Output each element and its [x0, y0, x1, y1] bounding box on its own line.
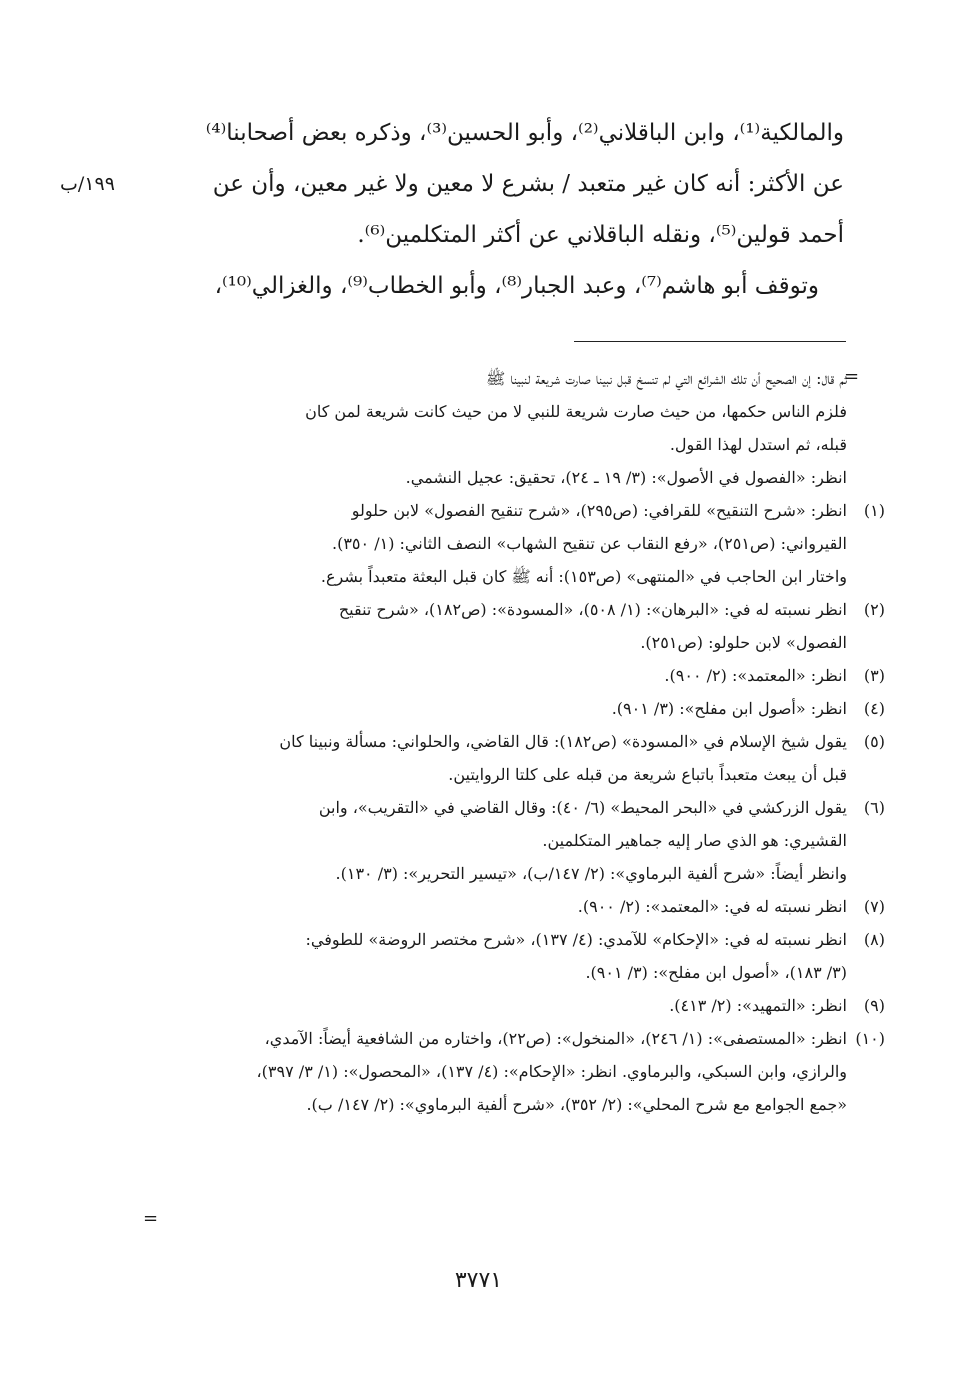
footnote-number: (٢)	[863, 600, 885, 619]
footnote-line: وانظر أيضاً: «شرح ألفية البرماوي»: (٢/ ١٤٧/ب)، «تيسير التحرير»: (٣/ ١٣٠).	[335, 864, 847, 883]
footnote-line: انظر: «شرح التنقيح» للقرافي: (ص٢٩٥)، «شرح تنقيح الفصول» لابن حلولو	[351, 501, 847, 520]
footnote-number: (٤)	[863, 699, 885, 718]
footnote-number: (٣)	[863, 666, 885, 685]
footnote-line: الفصول» لابن حلولو: (ص٢٥١).	[640, 633, 847, 652]
continuation-mark-start: =	[844, 366, 860, 387]
footnote-line: انظر نسبته له في: «المعتمد»: (٢/ ٩٠٠).	[577, 897, 847, 916]
footnote-line: يقول شيخ الإسلام في «المسودة» (ص١٨٢): قال القاضي، والحلواني: مسألة ونبينا كان	[279, 732, 847, 751]
manuscript-folio-note: ١٩٩/ب	[60, 173, 115, 195]
footnotes	[147, 362, 885, 1121]
footnote-line: ثم قال: إن الصحيح أن تلك الشرائع التي لم تنسخ قبل نبينا صارت شريعة لنبينا ﷺ	[486, 369, 847, 388]
footnote-line: «جمع الجوامع مع شرح المحلي»: (٢/ ٣٥٢)، «شرح ألفية البرماوي»: (٢/ ١٤٧/ ب).	[306, 1095, 847, 1114]
footnote-2	[147, 593, 885, 659]
footnote-4	[147, 692, 885, 725]
footnote-line: القشيري: هو الذي صار إليه جماهير المتكلمين.	[542, 831, 847, 850]
footnote-line: فلزم الناس حكمها، من حيث صارت شريعة للنبي لا من حيث كانت شريعة لمن كان	[305, 402, 847, 421]
footnote-line: انظر: «الفصول في الأصول»: (٣/ ١٩ ـ ٢٤)، تحقيق: عجيل النشمي.	[405, 468, 847, 487]
footnote-8	[147, 923, 885, 989]
footnote-10	[147, 1022, 885, 1121]
main-text-line: والمالكية⁽¹⁾، وابن الباقلاني⁽²⁾، وأبو الحسين⁽³⁾، وذكره بعض أصحابنا⁽⁴⁾	[205, 120, 844, 146]
page-number: ٣٧٧١	[454, 1268, 503, 1293]
continuation-mark-end: =	[143, 1208, 159, 1229]
footnote-9	[147, 989, 885, 1022]
footnote-line: انظر: «التمهيد»: (٢/ ٤١٣).	[669, 996, 847, 1015]
footnote-line: انظر: «المعتمد»: (٢/ ٩٠٠).	[664, 666, 847, 685]
main-text-line: عن الأكثر: أنه كان غير متعبد / بشرع لا معين ولا غير معين، وأن عن	[212, 171, 844, 197]
footnote-number: (٩)	[863, 996, 885, 1015]
footnote-line: القيرواني: (ص٢٥١)، «رفع النقاب عن تنقيح الشهاب» النصف الثاني: (١/ ٣٥٠).	[332, 534, 847, 553]
main-text	[114, 108, 844, 312]
main-text-line: أحمد قولين⁽⁵⁾، ونقله الباقلاني عن أكثر المتكلمين⁽⁶⁾.	[357, 222, 844, 248]
footnote-line: انظر: «أصول ابن مفلح»: (٣/ ٩٠١).	[611, 699, 847, 718]
footnote-1	[147, 494, 885, 593]
footnote-number: (١)	[863, 501, 885, 520]
footnote-line: والرازي، وابن السبكي، والبرماوي. انظر: «الإحكام»: (٤/ ١٣٧)، «المحصول»: (١/ ٣/ ٣٩٧)،	[256, 1062, 847, 1081]
footnote-line: (٣/ ١٨٣)، «أصول ابن مفلح»: (٣/ ٩٠١).	[585, 963, 847, 982]
footnote-line: انظر نسبته له في: «الإحكام» للآمدي: (٤/ ١٣٧)، «شرح مختصر الروضة» للطوفي:	[305, 930, 847, 949]
footnote-number: (٦)	[863, 798, 885, 817]
main-text-line: وتوقف أبو هاشم⁽⁷⁾، وعبد الجبار⁽⁸⁾، وأبو الخطاب⁽⁹⁾، والغزالي⁽¹⁰⁾،	[214, 273, 819, 299]
footnote-number: (٧)	[863, 897, 885, 916]
footnote-5	[147, 725, 885, 791]
footnote-line: انظر نسبته له في: «البرهان»: (١/ ٥٠٨)، «المسودة»: (ص١٨٢)، «شرح تنقيح	[338, 600, 847, 619]
footnote-number: (٨)	[863, 930, 885, 949]
footnote-line: واختار ابن الحاجب في «المنتهى» (ص١٥٣): أنه ﷺ كان قبل البعثة متعبداً بشرع.	[320, 567, 847, 586]
footnote-number: (٥)	[863, 732, 885, 751]
footnote-line: انظر: «المستصفى»: (١/ ٢٤٦)، «المنخول»: (ص٢٢)، واختاره من الشافعية أيضاً: الآمدي،	[264, 1029, 847, 1048]
footnote-6	[147, 791, 885, 890]
footnote-number: (١٠)	[855, 1029, 885, 1048]
footnote-line: قبله، ثم استدل لهذا القول.	[669, 435, 847, 454]
footnote-7	[147, 890, 885, 923]
footnote-continued	[147, 362, 847, 494]
footnote-line: يقول الزركشي في «البحر المحيط» (٦/ ٤٠): وقال القاضي في «التقريب»، وابن	[318, 798, 847, 817]
footnote-separator	[574, 341, 846, 342]
footnote-3	[147, 659, 885, 692]
footnote-line: قبل أن يبعث متعبداً باتباع شريعة من قبله على كلتا الروايتين.	[448, 765, 847, 784]
